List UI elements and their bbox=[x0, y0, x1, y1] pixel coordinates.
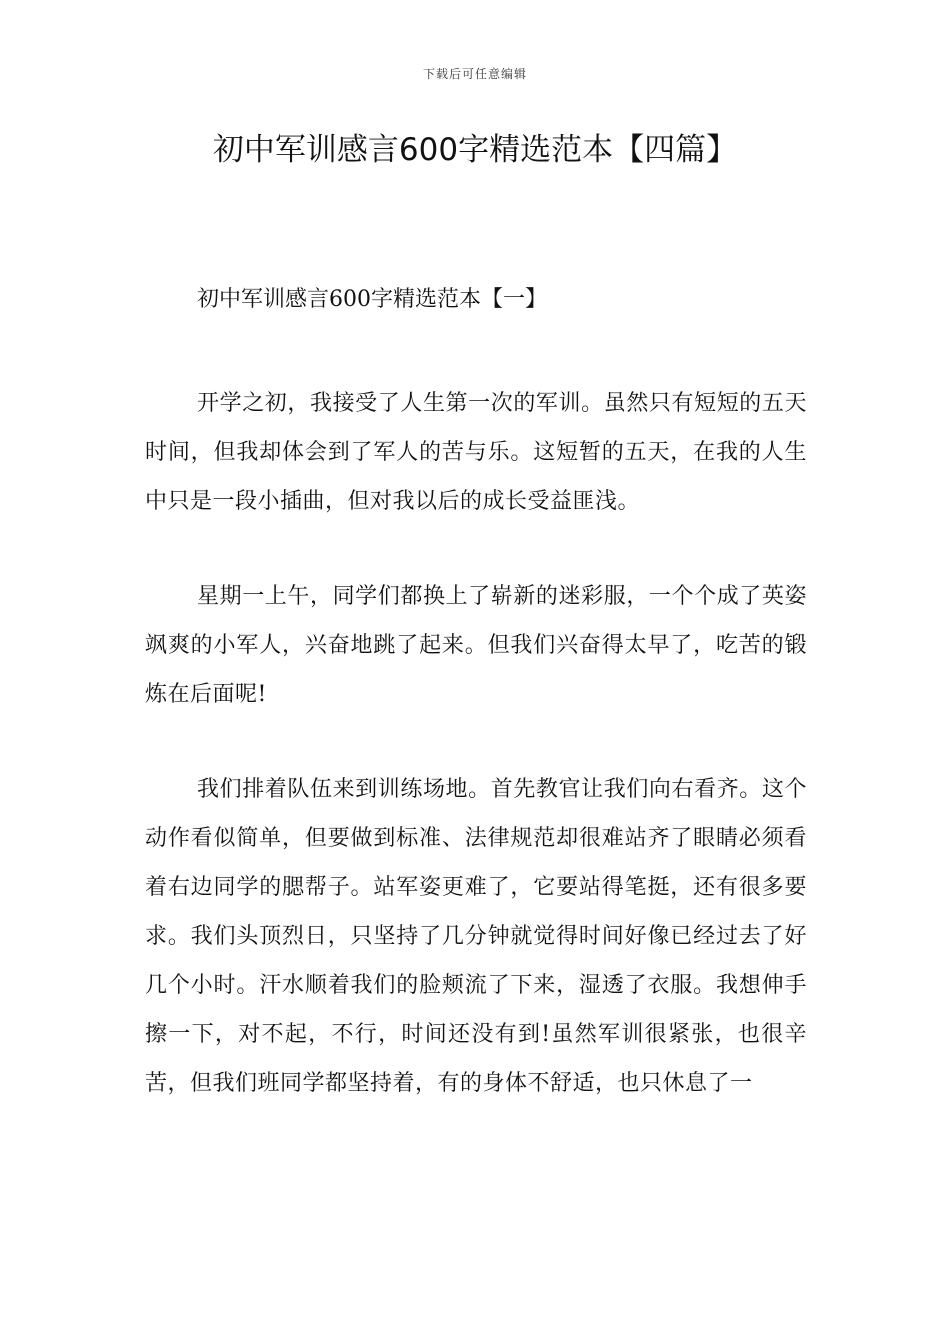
paragraph-3: 我们排着队伍来到训练场地。首先教官让我们向右看齐。这个动作看似简单，但要做到标准、法律规范却很难站齐了眼睛必须看着右边同学的腮帮子。站军姿更难了，它要站得笔挺，还有很多要求。我们头顶烈日，只坚持了几分钟就觉得时间好像已经过去了好几个小时。汗水顺着我们的脸颊流了下来，湿透了衣服。我想伸手擦一下，对不起，不行，时间还没有到!虽然军训很紧张，也很辛苦，但我们班同学都坚持着，有的身体不舒适，也只休息了一 bbox=[145, 777, 807, 1096]
paragraph-2: 星期一上午，同学们都换上了崭新的迷彩服，一个个成了英姿飒爽的小军人，兴奋地跳了起来。但我们兴奋得太早了，吃苦的锻炼在后面呢! bbox=[145, 584, 807, 707]
paragraph-1: 开学之初，我接受了人生第一次的军训。虽然只有短短的五天时间，但我却体会到了军人的苦与乐。这短暂的五天，在我的人生中只是一段小插曲，但对我以后的成长受益匪浅。 bbox=[145, 391, 807, 514]
header-note: 下载后可任意编辑 bbox=[422, 67, 527, 81]
document-title: 初中军训感言600字精选范本【四篇】 bbox=[212, 132, 738, 168]
section-heading: 初中军训感言600字精选范本【一】 bbox=[197, 287, 547, 312]
document-body bbox=[145, 275, 807, 1154]
